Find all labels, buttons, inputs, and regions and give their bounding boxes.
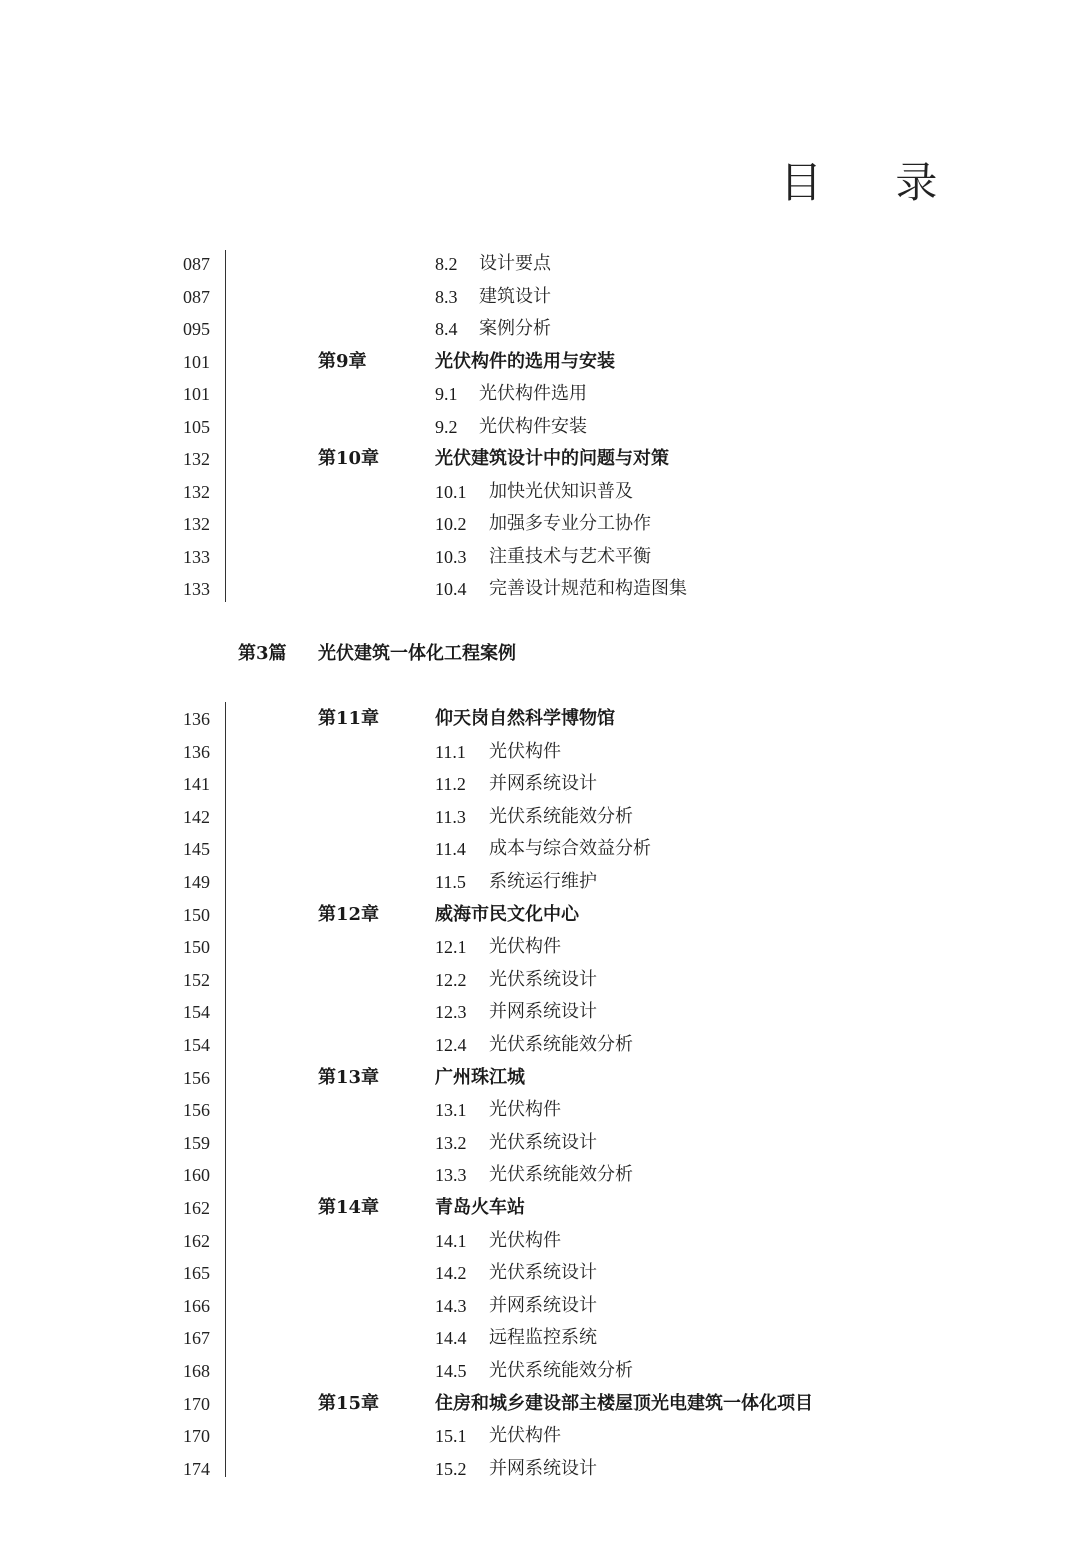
section-title: 光伏构件 xyxy=(489,1099,561,1121)
chapter-label: 第15章 xyxy=(318,1392,380,1414)
section-number: 15.2 xyxy=(435,1458,467,1479)
section-entry[interactable] xyxy=(0,1159,1080,1191)
page-number: 145 xyxy=(183,839,210,860)
section-entry[interactable] xyxy=(0,768,1080,800)
section-number: 12.1 xyxy=(435,937,467,958)
page-number: 141 xyxy=(183,774,210,795)
part-label: 第3篇 xyxy=(238,643,287,664)
section-title: 注重技术与艺术平衡 xyxy=(489,545,651,567)
page-number: 136 xyxy=(183,741,210,762)
section-number: 8.4 xyxy=(435,319,458,339)
section-title: 完善设计规范和构造图集 xyxy=(489,578,687,599)
section-title: 光伏构件 xyxy=(489,936,561,958)
section-number: 13.2 xyxy=(435,1132,467,1153)
page-title: 目 录 xyxy=(780,158,968,207)
section-entry[interactable] xyxy=(0,1322,1080,1354)
section-entry[interactable] xyxy=(0,541,1080,573)
page-number: 156 xyxy=(183,1100,210,1121)
section-entry[interactable] xyxy=(0,1127,1080,1159)
chapter-entry[interactable] xyxy=(0,899,1080,931)
page-number: 170 xyxy=(183,1426,210,1447)
page-number: 132 xyxy=(183,481,210,502)
section-title: 系统运行维护 xyxy=(489,871,597,892)
page-number: 156 xyxy=(183,1067,210,1088)
section-number: 14.3 xyxy=(435,1295,467,1316)
section-entry[interactable] xyxy=(0,833,1080,865)
page-number: 101 xyxy=(183,351,210,372)
page-number: 132 xyxy=(183,514,210,534)
section-entry[interactable] xyxy=(0,378,1080,410)
page-number: 160 xyxy=(183,1165,210,1186)
chapter-title: 住房和城乡建设部主楼屋顶光电建筑一体化项目 xyxy=(435,1392,813,1414)
section-number: 12.3 xyxy=(435,1002,467,1023)
section-title: 光伏系统设计 xyxy=(489,1131,597,1153)
chapter-label: 第13章 xyxy=(318,1066,380,1088)
section-title: 建筑设计 xyxy=(479,285,551,307)
section-entry[interactable] xyxy=(0,996,1080,1028)
page-number: 087 xyxy=(183,254,210,274)
section-title: 加快光伏知识普及 xyxy=(489,480,633,502)
chapter-title: 威海市民文化中心 xyxy=(435,903,579,925)
section-number: 10.2 xyxy=(435,514,467,534)
page-number: 136 xyxy=(183,709,210,729)
section-title: 光伏构件安装 xyxy=(479,415,587,437)
section-entry[interactable] xyxy=(0,801,1080,833)
part-heading xyxy=(0,638,1080,670)
chapter-entry[interactable] xyxy=(0,1388,1080,1420)
chapter-label: 第14章 xyxy=(318,1197,380,1218)
page-number: 162 xyxy=(183,1198,210,1218)
section-number: 10.1 xyxy=(435,481,467,502)
chapter-entry[interactable] xyxy=(0,1192,1080,1224)
section-entry[interactable] xyxy=(0,931,1080,963)
section-number: 15.1 xyxy=(435,1426,467,1447)
section-number: 11.3 xyxy=(435,806,466,827)
page-number: 087 xyxy=(183,286,210,307)
page-number: 166 xyxy=(183,1295,210,1316)
chapter-label: 第10章 xyxy=(318,448,380,469)
page-number: 154 xyxy=(183,1035,210,1055)
section-number: 13.1 xyxy=(435,1100,467,1121)
section-number: 11.5 xyxy=(435,872,466,892)
section-entry[interactable] xyxy=(0,281,1080,313)
chapter-title: 光伏构件的选用与安装 xyxy=(435,350,615,372)
section-number: 12.2 xyxy=(435,969,467,990)
section-title: 远程监控系统 xyxy=(489,1327,597,1349)
section-entry[interactable] xyxy=(0,736,1080,768)
section-number: 10.4 xyxy=(435,579,467,599)
section-title: 设计要点 xyxy=(479,253,551,274)
page-number: 154 xyxy=(183,1002,210,1023)
page-number: 095 xyxy=(183,319,210,339)
page-number: 133 xyxy=(183,546,210,567)
section-number: 10.3 xyxy=(435,546,467,567)
section-entry[interactable] xyxy=(0,508,1080,540)
section-number: 9.2 xyxy=(435,416,458,437)
section-number: 11.1 xyxy=(435,741,466,762)
chapter-label: 第9章 xyxy=(318,350,367,372)
chapter-title: 广州珠江城 xyxy=(435,1066,525,1088)
section-entry[interactable] xyxy=(0,866,1080,898)
chapter-title: 光伏建筑设计中的问题与对策 xyxy=(435,448,669,469)
section-title: 并网系统设计 xyxy=(489,1294,597,1316)
section-number: 14.4 xyxy=(435,1328,467,1349)
section-number: 14.5 xyxy=(435,1361,467,1381)
page-number: 105 xyxy=(183,416,210,437)
section-title: 光伏系统能效分析 xyxy=(489,1360,633,1381)
section-entry[interactable] xyxy=(0,1094,1080,1126)
chapter-title: 青岛火车站 xyxy=(435,1197,525,1218)
section-number: 11.4 xyxy=(435,839,466,860)
chapter-label: 第11章 xyxy=(318,708,380,729)
chapter-entry[interactable] xyxy=(0,1062,1080,1094)
section-title: 并网系统设计 xyxy=(489,1457,597,1479)
page-number: 152 xyxy=(183,969,210,990)
page-number: 174 xyxy=(183,1458,210,1479)
section-entry[interactable] xyxy=(0,964,1080,996)
section-title: 光伏系统能效分析 xyxy=(489,1164,633,1186)
page-number: 142 xyxy=(183,806,210,827)
chapter-title: 仰天岗自然科学博物馆 xyxy=(435,708,615,729)
section-entry[interactable] xyxy=(0,1257,1080,1289)
section-title: 光伏构件 xyxy=(489,1229,561,1251)
section-title: 光伏构件 xyxy=(489,740,561,762)
chapter-entry[interactable] xyxy=(0,443,1080,475)
section-number: 8.2 xyxy=(435,254,458,274)
section-entry[interactable] xyxy=(0,411,1080,443)
section-number: 9.1 xyxy=(435,384,458,404)
section-title: 并网系统设计 xyxy=(489,773,597,795)
page-number: 101 xyxy=(183,384,210,404)
section-entry[interactable] xyxy=(0,1453,1080,1485)
section-entry[interactable] xyxy=(0,248,1080,280)
section-number: 14.2 xyxy=(435,1263,467,1284)
section-title: 光伏系统设计 xyxy=(489,968,597,990)
section-entry[interactable] xyxy=(0,1029,1080,1061)
part-title: 光伏建筑一体化工程案例 xyxy=(318,643,516,664)
section-entry[interactable] xyxy=(0,1225,1080,1257)
section-title: 案例分析 xyxy=(479,318,551,339)
section-title: 成本与综合效益分析 xyxy=(489,838,651,860)
section-title: 光伏构件选用 xyxy=(479,383,587,404)
section-entry[interactable] xyxy=(0,1420,1080,1452)
section-entry[interactable] xyxy=(0,476,1080,508)
page-number: 159 xyxy=(183,1132,210,1153)
section-entry[interactable] xyxy=(0,1290,1080,1322)
section-number: 13.3 xyxy=(435,1165,467,1186)
section-title: 加强多专业分工协作 xyxy=(489,513,651,534)
section-entry[interactable] xyxy=(0,313,1080,345)
section-title: 光伏系统设计 xyxy=(489,1262,597,1284)
section-number: 14.1 xyxy=(435,1230,467,1251)
section-title: 并网系统设计 xyxy=(489,1001,597,1023)
page-number: 149 xyxy=(183,872,210,892)
section-title: 光伏系统能效分析 xyxy=(489,1034,633,1055)
section-number: 12.4 xyxy=(435,1035,467,1055)
section-number: 8.3 xyxy=(435,286,458,307)
page-number: 132 xyxy=(183,449,210,469)
page-number: 150 xyxy=(183,904,210,925)
page-number: 162 xyxy=(183,1230,210,1251)
section-entry[interactable] xyxy=(0,1355,1080,1387)
page-number: 133 xyxy=(183,579,210,599)
section-title: 光伏构件 xyxy=(489,1425,561,1447)
page-number: 150 xyxy=(183,937,210,958)
section-number: 11.2 xyxy=(435,774,466,795)
page-number: 170 xyxy=(183,1393,210,1414)
page-number: 167 xyxy=(183,1328,210,1349)
section-title: 光伏系统能效分析 xyxy=(489,805,633,827)
page-number: 165 xyxy=(183,1263,210,1284)
chapter-entry[interactable] xyxy=(0,346,1080,378)
chapter-entry[interactable] xyxy=(0,703,1080,735)
chapter-label: 第12章 xyxy=(318,903,380,925)
page-number: 168 xyxy=(183,1361,210,1381)
section-entry[interactable] xyxy=(0,573,1080,605)
